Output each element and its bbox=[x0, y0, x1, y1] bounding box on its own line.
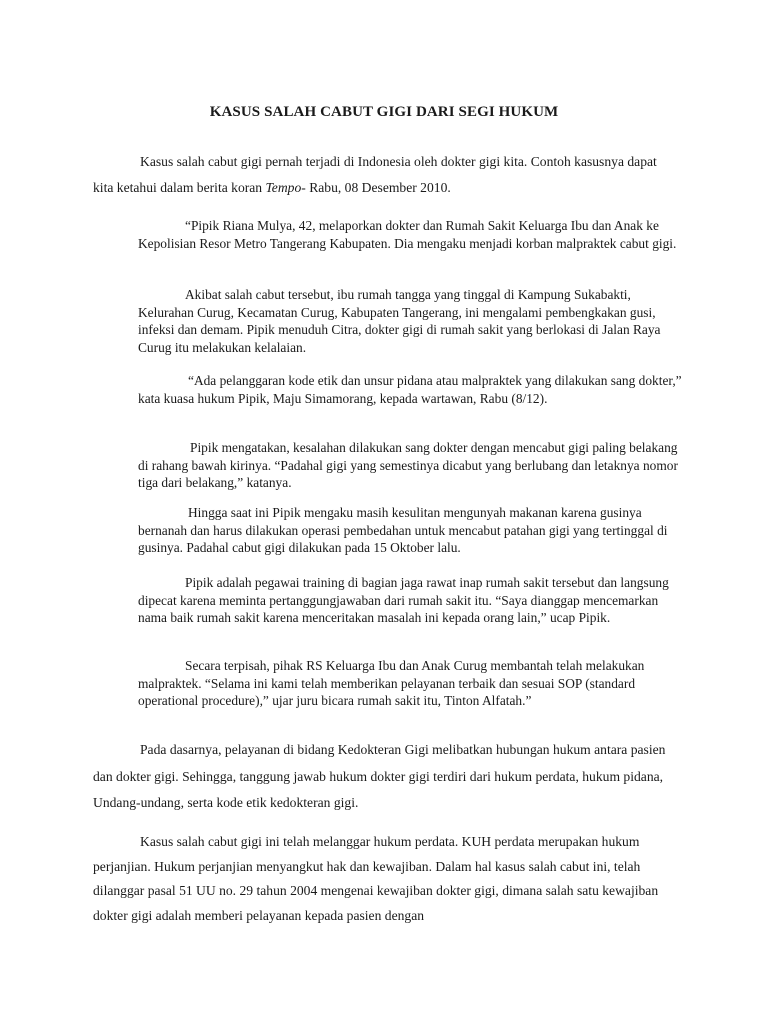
intro-text: Kasus salah cabut gigi pernah terjadi di Indonesia oleh dokter gigi kita. Contoh kasusnya dapat kita ketahui dalam berita koran bbox=[93, 154, 657, 195]
intro-paragraph bbox=[93, 149, 673, 201]
newspaper-source: Tempo- bbox=[265, 180, 306, 195]
quote-paragraph-2: Akibat salah cabut tersebut, ibu rumah tangga yang tinggal di Kampung Sukabakti, Kelurahan Curug, Kecamatan Curug, Kabupaten Tangerang, ini mengalami pembengkakan gusi, infeksi dan demam. Pipik menuduh Citra, dokter gigi di rumah sakit yang berlokasi di Jalan Raya Curug itu melakukan kelalaian. bbox=[138, 287, 661, 355]
quote-paragraph-6: Pipik adalah pegawai training di bagian jaga rawat inap rumah sakit tersebut dan langsung dipecat karena meminta pertanggungjawaban dari rumah sakit itu. “Saya dianggap mencemarkan nama baik rumah sakit karena menceritakan masalah ini kepada orang lain,” ucap Pipik. bbox=[138, 575, 669, 625]
quote-paragraph-7: Secara terpisah, pihak RS Keluarga Ibu dan Anak Curug membantah telah melakukan malpraktek. “Selama ini kami telah memberikan pelayanan terbaik dan sesuai SOP (standard operational procedure),” ujar juru bicara rumah sakit itu, Tinton Alfatah.” bbox=[138, 658, 645, 708]
quote-paragraph-4: Pipik mengatakan, kesalahan dilakukan sang dokter dengan mencabut gigi paling belakang di rahang bawah kirinya. “Padahal gigi yang semestinya dicabut yang berlubang dan letaknya nomor tiga dari belakang,” katanya. bbox=[138, 440, 678, 490]
quote-paragraph-1: “Pipik Riana Mulya, 42, melaporkan dokter dan Rumah Sakit Keluarga Ibu dan Anak ke Kepolisian Resor Metro Tangerang Kabupaten. Dia mengaku menjadi korban malpraktek cabut gigi. bbox=[138, 218, 677, 251]
quote-paragraph-3: “Ada pelanggaran kode etik dan unsur pidana atau malpraktek yang dilakukan sang dokter,” kata kuasa hukum Pipik, Maju Simamorang, kepada wartawan, Rabu (8/12). bbox=[138, 373, 682, 406]
quote-paragraph-5: Hingga saat ini Pipik mengaku masih kesulitan mengunyah makanan karena gusinya bernanah dan harus dilakukan operasi pembedahan untuk mencabut patahan gigi yang tertinggal di gusinya. Padahal cabut gigi dilakukan pada 15 Oktober lalu. bbox=[138, 505, 668, 555]
case-analysis-paragraph: Kasus salah cabut gigi ini telah melanggar hukum perdata. KUH perdata merupakan hukum perjanjian. Hukum perjanjian menyangkut hak dan kewajiban. Dalam hal kasus salah cabut ini, telah dilanggar pasal 51 UU no. 29 tahun 2004 mengenai kewajiban dokter gigi, dimana salah satu kewajiban dokter gigi adalah memberi pelayanan kepada pasien dengan bbox=[93, 834, 659, 923]
document-title: KASUS SALAH CABUT GIGI DARI SEGI HUKUM bbox=[209, 104, 559, 120]
intro-date: Rabu, 08 Desember 2010. bbox=[305, 180, 451, 195]
legal-basis-paragraph: Pada dasarnya, pelayanan di bidang Kedokteran Gigi melibatkan hubungan hukum antara pasien dan dokter gigi. Sehingga, tanggung jawab hukum dokter gigi terdiri dari hukum perdata, hukum pidana, Undang-undang, serta kode etik kedokteran gigi. bbox=[93, 742, 666, 810]
